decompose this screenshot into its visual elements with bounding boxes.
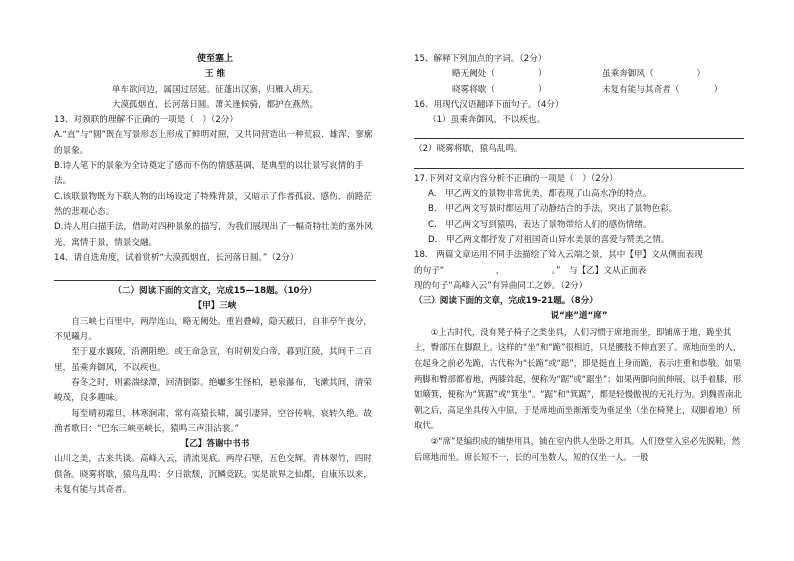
q13-option-c: C.该联景物既为下联人物的出场设定了特殊背景，又暗示了作者孤寂、感伤、前路茫然的悲观心态。 [54, 191, 373, 217]
q17-option-b: B. 甲乙两文写景时都运用了动静结合的手法，突出了景物色彩。 [428, 204, 678, 215]
answer-line [414, 138, 744, 139]
section-3-heading: （三）阅读下面的文章，完成19-21题。（8分） [414, 296, 598, 307]
jia-paragraph-2: 至于夏水襄陵，沿溯阻绝。或王命急宣，有时朝发白帝，暮到江陵，其间千二百里，虽乘奔御风，不以疾也。 [54, 347, 372, 373]
poem-title: 使至塞上 [196, 54, 233, 64]
left-column [54, 52, 376, 498]
jia-paragraph-3: 春冬之时，则素湍绿潭，回清倒影。绝巘多生怪柏，悬泉瀑布，飞漱其间，清荣峻茂，良多趣味。 [54, 377, 372, 404]
article-title: 说“座”道“席” [550, 311, 608, 322]
question-14: 14、请自选角度，试着赏析“大漠孤烟直，长河落日圆。”（2分） [54, 252, 299, 263]
q16-sentence-1: （1）虽乘奔御风，不以疾也。 [428, 115, 546, 126]
section-2-heading: （二）阅读下面的文言文，完成15—18题。（10分） [113, 286, 317, 297]
q15-item-2: 虽乘奔御风（ ） [602, 69, 706, 80]
q17-option-c: C. 甲乙两文写到猿鸣，表达了景物带给人们的感伤情绪。 [428, 219, 652, 230]
question-18-line-1: 18. 两篇文章运用不同手法描绘了耸入云端之景，其中【甲】文从侧面表现 [414, 250, 703, 261]
q17-option-d: D. 甲乙两文都抒发了对祖国奇山异水美景的喜爱与赞美之情。 [428, 234, 670, 245]
right-column [414, 52, 744, 465]
question-15: 15、解释下列加点的字词。（2分） [414, 54, 547, 64]
poem-author: 王 维 [204, 69, 226, 80]
q15-item-4: 未复有能与其奇者（ ） [602, 84, 723, 95]
q15-row-1 [414, 67, 744, 82]
q15-item-1: 略无阙处（ ） [452, 69, 547, 80]
yi-paragraph-1: 山川之美，古来共谈。高峰入云，清流见底。两岸石壁，五色交辉。青林翠竹，四时俱备。晓雾将歇，猿鸟乱鸣；夕日欲颓，沉鳞竞跃。实是欲界之仙都，自康乐以来，未复有能与其奇者。 [54, 454, 372, 496]
q15-row-2 [414, 83, 744, 98]
q15-item-3: 晓雾将歇（ ） [452, 84, 547, 95]
question-13: 13、对颈联的理解不正确的一项是（ ）（2分） [54, 115, 238, 126]
poem-line-1: 单车欲问边，属国过居延。征蓬出汉塞，归雁入胡天。 [111, 84, 319, 95]
question-18-line-3: 现的句子“高峰入云”有异曲同工之妙。（2分） [414, 280, 588, 291]
yi-title: 【乙】答谢中书书 [180, 439, 250, 450]
answer-line [414, 168, 744, 169]
article-paragraph-1: ①上古时代，没有凳子椅子之类坐具，人们习惯于席地而坐，即铺席于地，跪坐其上，臀部压在脚跟上。这样的“坐”和“跪”很相近，只是腰肢不伸直罢了。席地而坐的人，在起身之前必先跪，古代称为“长跪”或“跽”，即是挺直上身而跪，表示庄重和恭敬。如果两脚和臀部都着地，两膝耸起，便称为“踞”或“踞坐”；如果两脚向前伸展，以手着膝，形如簸箕，便称为“箕踞”或“箕坐”。“踞”和“箕踞”，都是轻慢傲视的无礼行为。到魏晋南北朝之后，高足坐具传入中原，于是席地而坐渐渐变为垂足坐（坐在椅凳上，双脚着地）所取代。 [414, 326, 742, 431]
article-paragraph-2: ②“席”是编织成的铺垫用具，铺在室内供人坐卧之用具。人们登堂入室必先脱鞋，然后席地而坐。席长短不一，长的可坐数人，短的仅坐一人。一般 [414, 435, 741, 462]
q16-sentence-2: （2）晓雾将歇，猿鸟乱鸣。 [414, 144, 523, 155]
question-17: 17.下列对文章内容分析不正确的一项是（ ）（2分） [414, 173, 618, 184]
poem-line-2: 大漠孤烟直，长河落日圆。萧关逢候骑，都护在燕然。 [111, 99, 319, 110]
question-18-line-2: 的句子“ ， 。” 与【乙】文从正面表 [414, 265, 647, 276]
answer-line [54, 280, 376, 281]
jia-paragraph-4: 每至晴初霜旦，林寒涧肃，常有高猿长啸，属引凄异，空谷传响，哀转久绝。故渔者歌曰：“巴东三峡巫峡长，猿鸣三声泪沾裳。” [54, 408, 372, 434]
q13-option-d: D.诗人用白描手法，借助对四种景象的描写，为我们展现出了一幅奇特壮美的塞外风光，寓情于景，情景交融。 [54, 222, 373, 248]
q13-option-a: A.“直”与“圆”既在写景形态上形成了鲜明对照，又共同营造出一种荒寂、雄浑、寥廓的景象。 [54, 130, 373, 156]
q13-option-b: B.诗人笔下的景象为全诗奠定了感而不伤的情感基调，是典型的以壮景写哀情的手法。 [54, 161, 364, 187]
q17-option-a: A. 甲乙两文的景物非常优美，都表现了山高水净的特点。 [428, 189, 652, 200]
jia-paragraph-1: 自三峡七百里中，两岸连山，略无阙处。重岩叠嶂，隐天蔽日，自非亭午夜分，不见曦月。 [54, 316, 372, 343]
question-16: 16、用现代汉语翻译下面句子。（4分） [414, 99, 564, 110]
jia-title: 【甲】三峡 [193, 301, 237, 312]
